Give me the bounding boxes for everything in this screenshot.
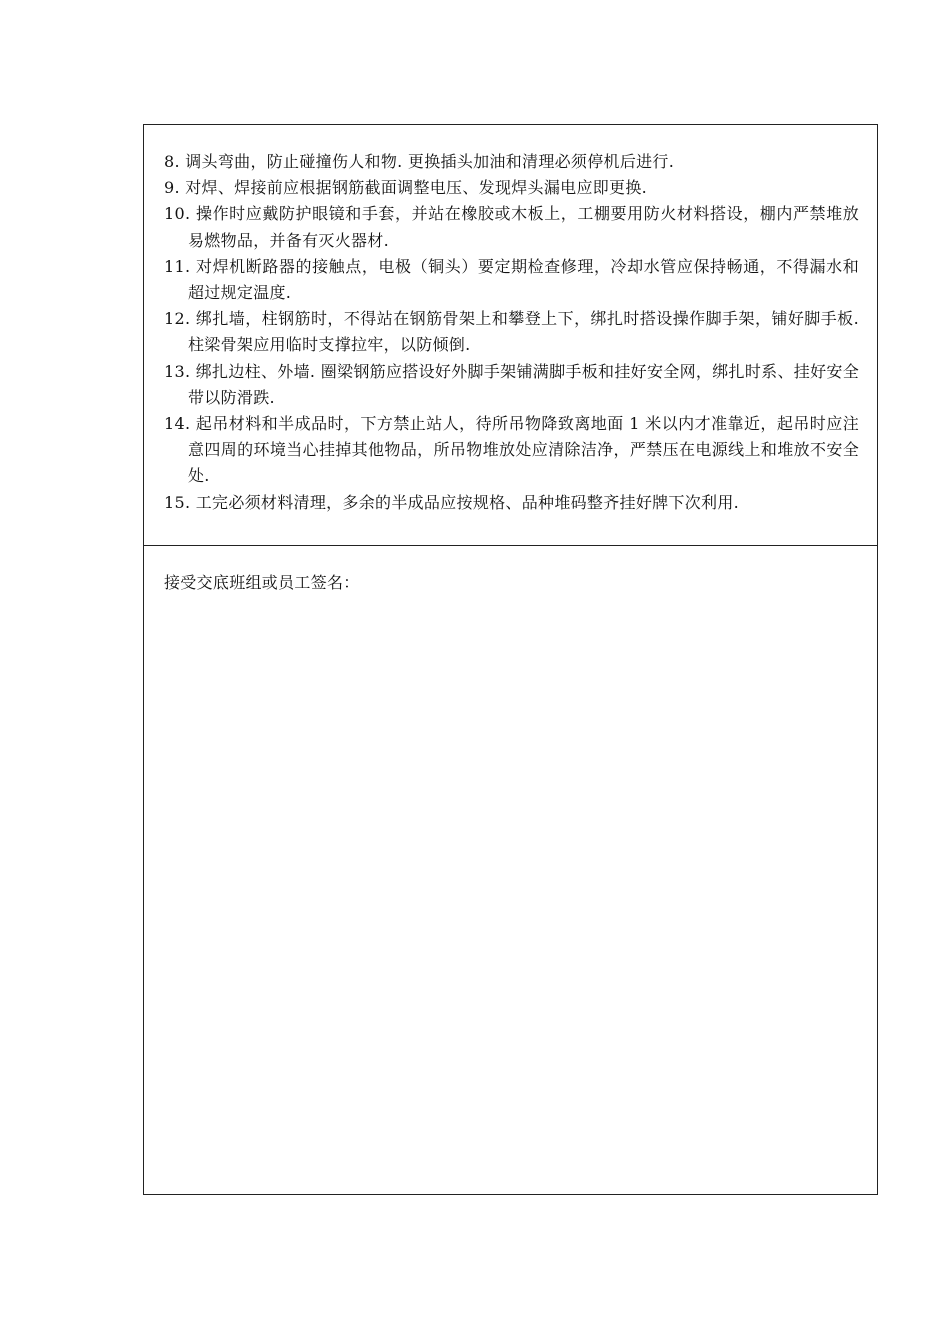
signature-cell[interactable] [144,546,877,1194]
rule-11: 11. 对焊机断路器的接触点，电极（铜头）要定期检查修理，冷却水管应保持畅通，不得漏水和超过规定温度. [164,256,859,303]
rule-12: 12. 绑扎墙，柱钢筋时，不得站在钢筋骨架上和攀登上下，绑扎时搭设操作脚手架，铺好脚手板. 柱梁骨架应用临时支撑拉牢，以防倾倒. [164,309,859,355]
rule-9: 9. 对焊、焊接前应根据钢筋截面调整电压、发现焊头漏电应即更换. [164,178,648,198]
rule-15: 15. 工完必须材料清理，多余的半成品应按规格、品种堆码整齐挂好牌下次利用. [164,492,740,512]
signature-label: 接受交底班组或员工签名： [164,573,360,592]
rule-8: 8. 调头弯曲，防止碰撞伤人和物. 更换插头加油和清理必须停机后进行. [164,152,675,171]
rule-10: 10. 操作时应戴防护眼镜和手套，并站在橡胶或木板上，工棚要用防火材料搭设，棚内严禁堆放易燃物品，并备有灭火器材. [164,204,859,250]
safety-rules-cell [144,125,877,546]
rule-14: 14. 起吊材料和半成品时，下方禁止站人，待所吊物降致离地面 1 米以内才准靠近，起吊时应注意四周的环境当心挂掉其他物品，所吊物堆放处应清除洁净，严禁压在电源线上和堆放不安全处. [164,414,859,486]
rule-13: 13. 绑扎边柱、外墙. 圈梁钢筋应搭设好外脚手架铺满脚手板和挂好安全网，绑扎时系、挂好安全带以防滑跌. [164,361,859,407]
safety-rules-list [144,125,877,516]
safety-briefing-table [143,124,878,1195]
